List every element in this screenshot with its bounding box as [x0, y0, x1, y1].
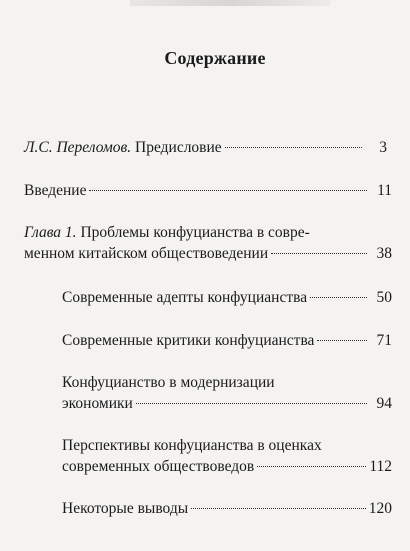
toc-entry-introduction [24, 180, 392, 201]
toc-entry-conclusions [62, 498, 392, 519]
dot-leader [257, 466, 366, 467]
toc-line [24, 222, 392, 243]
toc-entry-modernization [62, 372, 392, 414]
toc-title-continued: экономики [62, 395, 133, 412]
toc-line [62, 435, 392, 456]
toc-entry-text [24, 137, 222, 158]
page-top-shadow [130, 0, 330, 6]
toc-author: Л.С. Переломов. [24, 139, 132, 156]
toc-line [24, 137, 387, 158]
toc-title: Современные адепты конфуцианства [62, 289, 308, 306]
dot-leader [317, 340, 367, 341]
toc-title: Современные критики конфуцианства [62, 332, 315, 349]
toc-page-number: 50 [376, 289, 392, 306]
toc-entry-perspectives [62, 435, 392, 477]
toc-line [62, 498, 392, 519]
page-title: Содержание [164, 48, 266, 68]
dot-leader [310, 297, 367, 298]
toc-line [62, 287, 392, 308]
toc-page-number: 94 [376, 395, 392, 412]
toc-line [62, 456, 392, 477]
toc-line [62, 330, 392, 351]
toc-entry-critics [62, 330, 392, 351]
toc-line [62, 372, 392, 393]
toc-title: Введение [24, 182, 87, 199]
toc-title: Проблемы конфуцианства в совре- [80, 224, 310, 241]
toc-page-number: 38 [376, 245, 392, 262]
toc-page-number: 3 [379, 139, 387, 156]
toc-page-number: 71 [376, 332, 392, 349]
toc-title: Некоторые выводы [62, 500, 189, 517]
dot-leader [136, 403, 367, 404]
toc-title-continued: современных обществоведов [62, 458, 255, 475]
toc-page-number: 120 [368, 500, 392, 517]
dot-leader [271, 253, 367, 254]
toc-entry-preface [24, 137, 387, 158]
toc-chapter-label: Глава 1. [24, 224, 77, 241]
toc-line [24, 180, 392, 201]
toc-line [24, 243, 392, 264]
toc-entry-chapter-1 [24, 222, 392, 264]
toc-line [62, 393, 392, 414]
dot-leader [89, 190, 367, 191]
dot-leader [191, 508, 366, 509]
toc-title: Перспективы конфуцианства в оценках [62, 437, 322, 454]
toc-page-number: 11 [377, 182, 392, 199]
toc-title: Предисловие [135, 139, 222, 156]
toc-title: Конфуцианство в модернизации [62, 374, 275, 391]
dot-leader [225, 147, 362, 148]
toc-entry-text [24, 222, 310, 243]
toc-entry-adherents [62, 287, 392, 308]
toc-page-number: 112 [369, 458, 392, 475]
toc-title-continued: менном китайском обществоведении [24, 245, 269, 262]
